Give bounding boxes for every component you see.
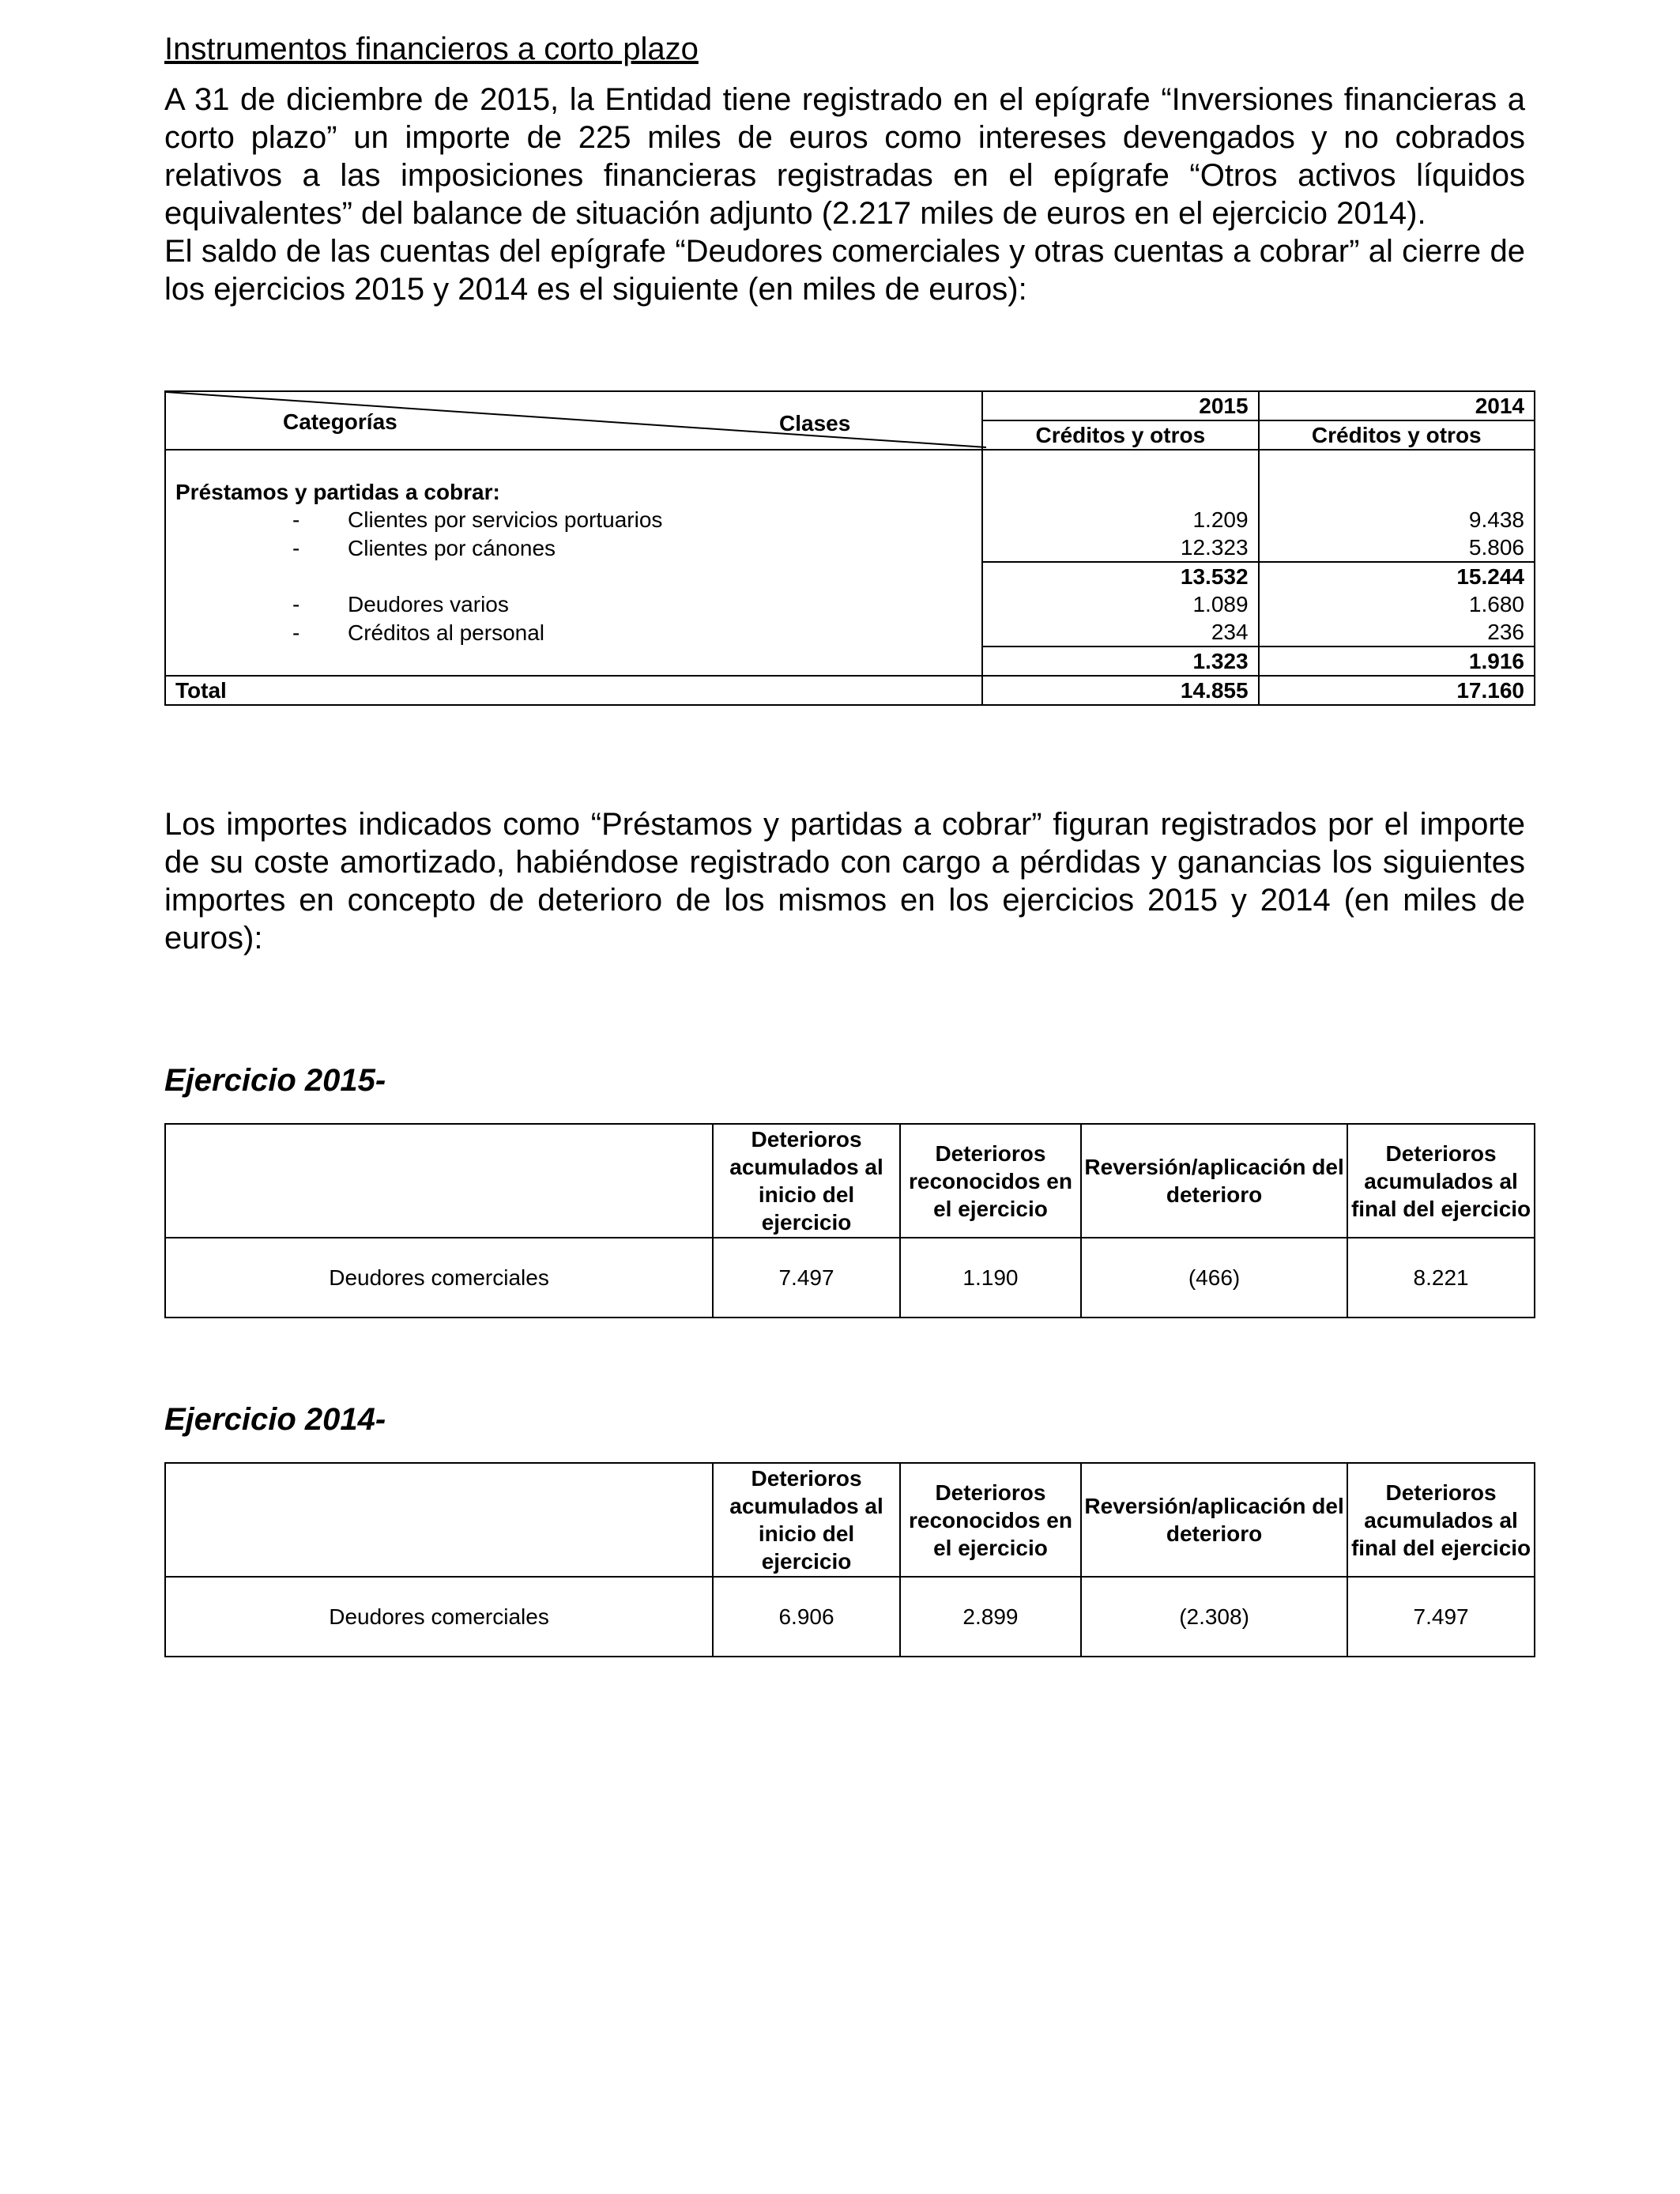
header-clases: Clases [779,411,851,435]
row-dash: - [292,507,300,532]
deterioro-2014-table [164,1462,1535,1657]
table-row [165,618,1535,647]
total-row [165,676,1535,705]
header-sub-2014: Créditos y otros [1259,420,1535,450]
deterioro-2015-table [164,1123,1535,1318]
header-acumulados-inicio: Deterioros acumulados al inicio del ejercicio [713,1124,900,1238]
header-categorias: Categorías [283,409,397,434]
row-label: Deudores comerciales [165,1577,713,1657]
value-inicio: 7.497 [713,1238,900,1318]
section-heading: Instrumentos financieros a corto plazo [164,32,699,66]
header-year-2014: 2014 [1259,391,1535,420]
subtotal-value-2014: 15.244 [1259,562,1535,590]
row-dash: - [292,535,300,560]
table-row [165,1577,1535,1657]
row-label: Deudores varios [348,592,509,616]
total-label: Total [165,676,982,705]
row-label: Clientes por servicios portuarios [348,507,663,532]
paragraph-inversiones: A 31 de diciembre de 2015, la Entidad tiene registrado en el epígrafe “Inversiones financieras a corto plazo” un importe de 225 miles de euros como intereses devengados y no cobrados relativos a las imposiciones financieras registradas en el epígrafe “Otros activos líquidos equivalentes” del balance de situación adjunto (2.217 miles de euros en el ejercicio 2014). [164,82,1525,231]
row-value-2015: 12.323 [982,533,1258,562]
header-acumulados-inicio: Deterioros acumulados al inicio del ejercicio [713,1463,900,1577]
paragraph-saldo: El saldo de las cuentas del epígrafe “Deudores comerciales y otras cuentas a cobrar” al cierre de los ejercicios 2015 y 2014 es el siguiente (en miles de euros): [164,234,1525,307]
header-reversion: Reversión/aplicación del deterioro [1081,1124,1347,1238]
header-acumulados-final: Deterioros acumulados al final del ejercicio [1347,1124,1535,1238]
header-reversion: Reversión/aplicación del deterioro [1081,1463,1347,1577]
value-inicio: 6.906 [713,1577,900,1657]
value-reversion: (2.308) [1081,1577,1347,1657]
total-value-2015: 14.855 [982,676,1258,705]
total-value-2014: 17.160 [1259,676,1535,705]
value-final: 8.221 [1347,1238,1535,1318]
value-reconocidos: 1.190 [900,1238,1081,1318]
row-label: Deudores comerciales [165,1238,713,1318]
row-label: Créditos al personal [348,620,545,645]
value-final: 7.497 [1347,1577,1535,1657]
section-label: Préstamos y partidas a cobrar: [165,478,982,506]
row-label: Clientes por cánones [348,535,556,560]
header-reconocidos: Deterioros reconocidos en el ejercicio [900,1463,1081,1577]
ejercicio-2014-title: Ejercicio 2014- [164,1402,386,1437]
table-row [165,590,1535,618]
row-value-2014: 1.680 [1259,590,1535,618]
row-value-2014: 236 [1259,618,1535,647]
subtotal-value-2015: 13.532 [982,562,1258,590]
diagonal-header-cell [165,391,982,450]
row-value-2015: 1.089 [982,590,1258,618]
document-page [164,27,1531,1657]
subtotal-row [165,562,1535,590]
table-row [165,506,1535,533]
row-value-2015: 234 [982,618,1258,647]
subtotal-value-2014: 1.916 [1259,647,1535,676]
header-year-2015: 2015 [982,391,1258,420]
paragraph-importes: Los importes indicados como “Préstamos y partidas a cobrar” figuran registrados por el importe de su coste amortizado, habiéndose registrado con cargo a pérdidas y ganancias los siguientes importes en concepto de deterioro de los mismos en los ejercicios 2015 y 2014 (en miles de euros): [164,807,1525,956]
subtotal-row [165,647,1535,676]
header-reconocidos: Deterioros reconocidos en el ejercicio [900,1124,1081,1238]
deudores-table [164,390,1535,706]
row-value-2014: 9.438 [1259,506,1535,533]
value-reconocidos: 2.899 [900,1577,1081,1657]
subtotal-value-2015: 1.323 [982,647,1258,676]
header-sub-2015: Créditos y otros [982,420,1258,450]
ejercicio-2015-title: Ejercicio 2015- [164,1063,386,1098]
row-value-2014: 5.806 [1259,533,1535,562]
table-row [165,533,1535,562]
row-dash: - [292,620,300,645]
value-reversion: (466) [1081,1238,1347,1318]
header-acumulados-final: Deterioros acumulados al final del ejercicio [1347,1463,1535,1577]
table-row [165,1238,1535,1318]
row-value-2015: 1.209 [982,506,1258,533]
spacer-cell [165,450,982,478]
row-dash: - [292,592,300,616]
